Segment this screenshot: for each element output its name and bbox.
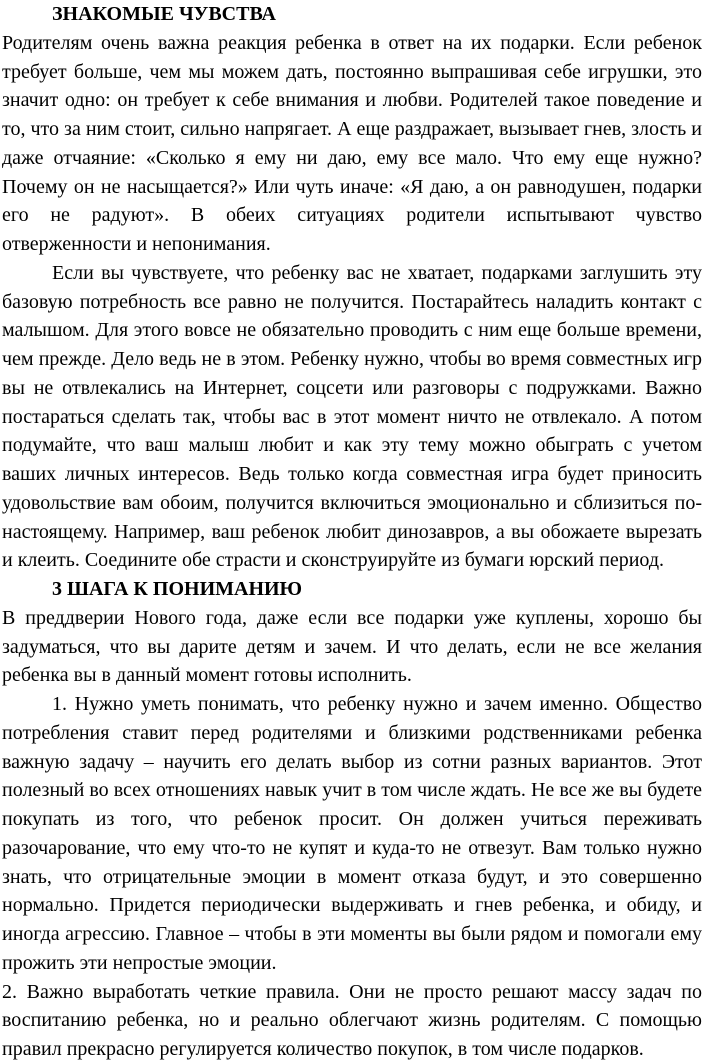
paragraph: Родителям очень важна реакция ребенка в ответ на их подарки. Если ребенок требует больше, чем мы можем дать, постоянно выпрашивая себе игрушки, это значит одно: он требует к себе внимания и любви. Родителей такое поведение и то, что за ним стоит, сильно напрягает. А еще раздражает, вызывает гнев, злость и даже отчаяние: «Сколько я ему ни даю, ему все мало. Что ему еще нужно? Почему он не насыщается?» Или чуть иначе: «Я даю, а он равнодушен, подарки его не радуют». В обеих ситуациях родители испытывают чувство отверженности и непонимания. [2,31,702,255]
section-heading-three-steps: 3 ШАГА К ПОНИМАНИЮ [52,578,303,600]
section-heading-familiar-feelings: ЗНАКОМЫЕ ЧУВСТВА [52,3,276,25]
paragraph-step-1: 1. Нужно уметь понимать, что ребенку нужно и зачем именно. Общество потребления ставит перед родителями и близкими родственниками ребенка важную задачу – научить его делать выбор из сотни разных вариантов. Этот полезный во всех отношениях навык учит в том числе ждать. Не все же вы будете покупать из того, что ребенок просит. Он должен учиться переживать разочарование, что ему что-то не купят и куда-то не отвезут. Вам только нужно знать, что отрицательные эмоции в момент отказа будут, и это совершенно нормально. Придется периодически выдерживать и гнев ребенка, и обиду, и иногда агрессию. Главное – чтобы в эти моменты вы были рядом и помогали ему прожить эти непростые эмоции. [2,693,702,974]
paragraph: В преддверии Нового года, даже если все подарки уже куплены, хорошо бы задуматься, что вы дарите детям и зачем. И что делать, если не все желания ребенка вы в данный момент готовы исполнить. [2,606,702,687]
paragraph-step-2: 2. Важно выработать четкие правила. Они не просто решают массу задач по воспитанию ребенка, но и реально облегчают жизнь родителям. С помощью правил прекрасно регулируется количество покупок, в том числе подарков. [2,980,702,1060]
paragraph: Если вы чувствуете, что ребенку вас не хватает, подарками заглушить эту базовую потребность все равно не получится. Постарайтесь наладить контакт с малышом. Для этого вовсе не обязательно проводить с ним еще больше времени, чем прежде. Дело ведь не в этом. Ребенку нужно, чтобы во время совместных игр вы не отвлекались на Интернет, соцсети или разговоры с подружками. Важно постараться сделать так, чтобы вас в этот момент ничто не отвлекало. А потом подумайте, что ваш малыш любит и как эту тему можно обыграть с учетом ваших личных интересов. Ведь только когда совместная игра будет приносить удовольствие вам обоим, получится включиться эмоционально и сблизиться по-настоящему. Например, ваш ребенок любит динозавров, а вы обожаете вырезать и клеить. Соедините обе страсти и сконструируйте из бумаги юрский период. [2,261,702,572]
